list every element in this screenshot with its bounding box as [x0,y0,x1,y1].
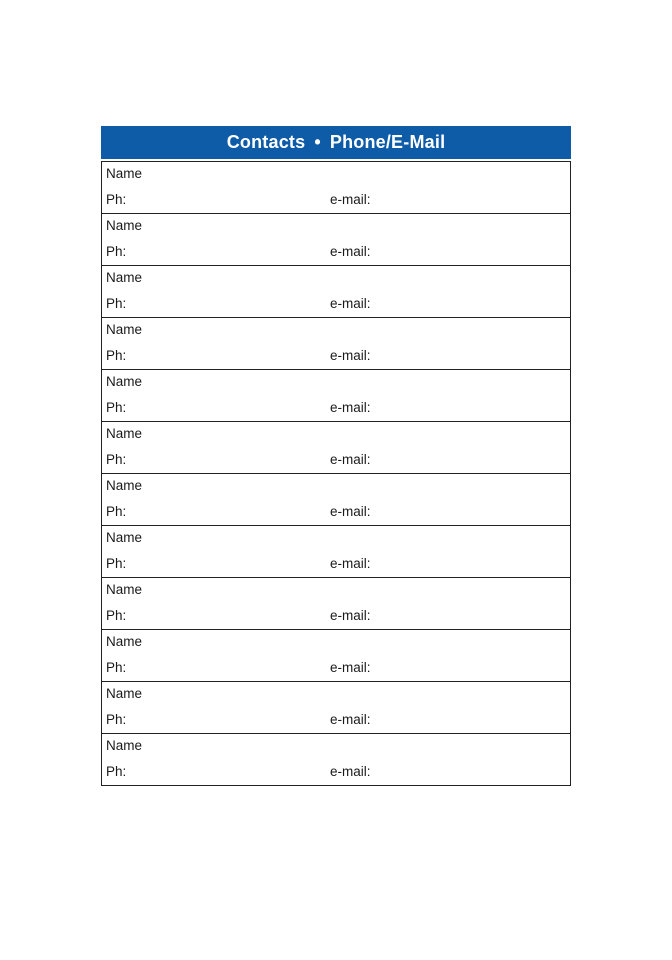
name-label: Name [106,218,143,233]
phone-label: Ph: [106,660,127,675]
contact-row [102,682,570,734]
email-label: e-mail: [330,244,371,259]
form-header [101,126,571,159]
phone-label: Ph: [106,712,127,727]
phone-label: Ph: [106,452,127,467]
name-label: Name [106,530,143,545]
contact-row [102,214,570,266]
contact-row [102,474,570,526]
header-title-contacts: Contacts [226,132,306,152]
contact-row [102,422,570,474]
name-label: Name [106,374,143,389]
phone-label: Ph: [106,400,127,415]
name-label: Name [106,582,143,597]
contact-row [102,266,570,318]
name-label: Name [106,634,143,649]
phone-label: Ph: [106,244,127,259]
contact-rows [101,161,571,786]
contact-row [102,734,570,785]
phone-label: Ph: [106,192,127,207]
contacts-form [101,126,571,786]
phone-label: Ph: [106,608,127,623]
email-label: e-mail: [330,556,371,571]
name-label: Name [106,166,143,181]
header-separator: • [314,132,321,152]
contact-row [102,318,570,370]
name-label: Name [106,738,143,753]
contact-row [102,370,570,422]
phone-label: Ph: [106,504,127,519]
phone-label: Ph: [106,764,127,779]
phone-label: Ph: [106,296,127,311]
email-label: e-mail: [330,660,371,675]
email-label: e-mail: [330,608,371,623]
name-label: Name [106,686,143,701]
email-label: e-mail: [330,452,371,467]
email-label: e-mail: [330,348,371,363]
phone-label: Ph: [106,348,127,363]
contact-row [102,578,570,630]
email-label: e-mail: [330,712,371,727]
contact-row [102,526,570,578]
name-label: Name [106,270,143,285]
email-label: e-mail: [330,296,371,311]
contact-row [102,630,570,682]
phone-label: Ph: [106,556,127,571]
name-label: Name [106,322,143,337]
name-label: Name [106,478,143,493]
email-label: e-mail: [330,764,371,779]
name-label: Name [106,426,143,441]
header-title-phone-email: Phone/E-Mail [329,132,446,152]
email-label: e-mail: [330,504,371,519]
email-label: e-mail: [330,192,371,207]
contact-row [102,162,570,214]
email-label: e-mail: [330,400,371,415]
